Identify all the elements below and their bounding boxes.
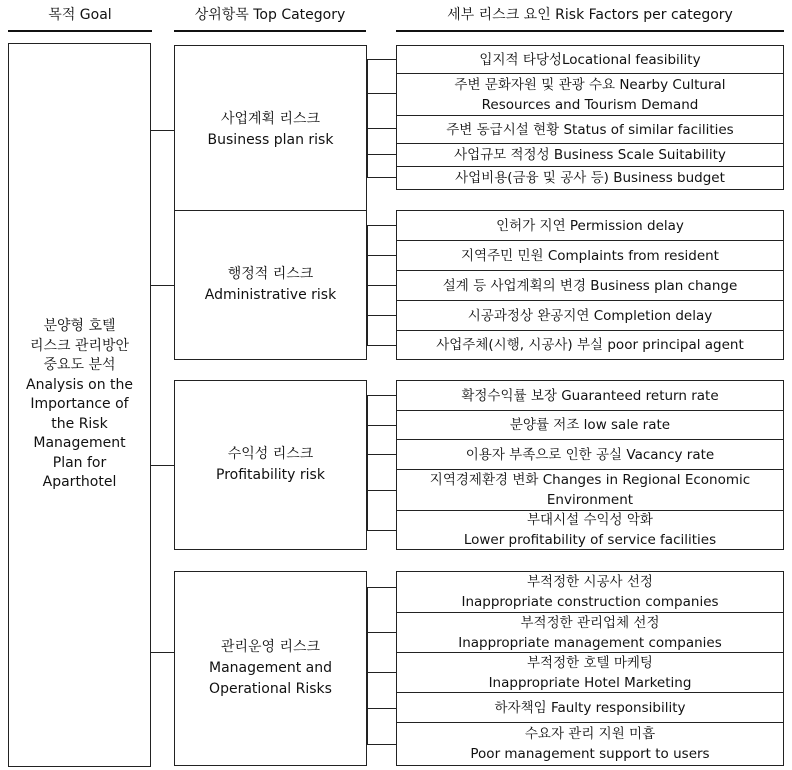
category-en: Management and — [208, 660, 332, 676]
category-ko: 관리운영 리스크 — [220, 639, 321, 655]
connector-branch — [367, 285, 396, 286]
connector-goal-cat3 — [151, 465, 175, 466]
category-en: Business plan risk — [207, 132, 334, 148]
goal-line: 리스크 관리방안 — [29, 337, 130, 354]
connector-branch — [367, 59, 396, 60]
header-underline-category — [174, 30, 366, 32]
category-business-plan — [174, 45, 367, 215]
connector-branch — [367, 177, 396, 178]
connector-branch — [367, 225, 396, 226]
risk-factor: 부대시설 수익성 악화 Lower profitability of service facilities — [396, 510, 784, 550]
connector-branch — [367, 490, 396, 491]
goal-line: Management — [33, 435, 126, 452]
header-factors: 세부 리스크 요인 Risk Factors per category — [447, 7, 733, 23]
connector-branch — [367, 345, 396, 346]
risk-factor: 시공과정상 완공지연 Completion delay — [396, 300, 784, 331]
connector-branch — [367, 395, 396, 396]
goal-line: 중요도 분석 — [43, 357, 116, 374]
risk-factor: 부적정한 시공사 선정 Inappropriate construction companies — [396, 571, 784, 613]
goal-line: Analysis on the — [26, 376, 133, 393]
connector-branch — [367, 255, 396, 256]
connector-cat1-factors — [367, 59, 368, 177]
goal-line: 분양형 호텔 — [43, 318, 116, 335]
connector-branch — [367, 425, 396, 426]
risk-factor: 사업주체(시행, 시공사) 부실 poor principal agent — [396, 330, 784, 360]
connector-branch — [367, 708, 396, 709]
risk-factor: 사업비용(금융 및 공사 등) Business budget — [396, 166, 784, 190]
connector-branch — [367, 744, 396, 745]
connector-branch — [367, 672, 396, 673]
risk-factor: 분양률 저조 low sale rate — [396, 410, 784, 440]
connector-branch — [367, 530, 396, 531]
risk-factor: 수요자 관리 지원 미흡 Poor management support to users — [396, 722, 784, 766]
risk-factor: 인허가 지연 Permission delay — [396, 210, 784, 241]
connector-branch — [367, 154, 396, 155]
risk-factor: 부적정한 관리업체 선정 Inappropriate management companies — [396, 612, 784, 653]
category-en-2: Operational Risks — [209, 681, 332, 697]
connector-branch — [367, 315, 396, 316]
category-ko: 사업계획 리스크 — [220, 111, 321, 127]
category-en: Administrative risk — [204, 287, 337, 303]
risk-factor: 확정수익률 보장 Guaranteed return rate — [396, 380, 784, 411]
connector-branch — [367, 454, 396, 455]
connector-goal-cat1 — [151, 130, 175, 131]
category-en: Profitability risk — [216, 467, 325, 483]
connector-branch — [367, 587, 396, 588]
risk-factor: 지역경제환경 변화 Changes in Regional Economic Environment — [396, 469, 784, 511]
category-ko: 수익성 리스크 — [227, 446, 314, 462]
risk-factor: 주변 동급시설 현황 Status of similar facilities — [396, 115, 784, 144]
goal-line: Aparthotel — [42, 474, 117, 491]
risk-factor: 지역주민 민원 Complaints from resident — [396, 240, 784, 271]
connector-goal-cat2 — [151, 285, 175, 286]
risk-factor: 사업규모 적정성 Business Scale Suitability — [396, 143, 784, 167]
connector-branch — [367, 632, 396, 633]
connector-cat4-factors — [367, 587, 368, 744]
risk-factor: 하자책임 Faulty responsibility — [396, 692, 784, 723]
goal-line: Plan for — [52, 454, 107, 471]
risk-factor: 주변 문화자원 및 관광 수요 Nearby Cultural Resources and Tourism Demand — [396, 73, 784, 116]
goal-line: the Risk — [51, 415, 108, 432]
risk-factor: 부적정한 호텔 마케팅 Inappropriate Hotel Marketing — [396, 652, 784, 693]
connector-cat3-factors — [367, 395, 368, 530]
category-administrative — [174, 210, 367, 360]
risk-factor: 설계 등 사업계획의 변경 Business plan change — [396, 270, 784, 301]
connector-branch — [367, 93, 396, 94]
connector-branch — [367, 128, 396, 129]
risk-factor: 이용자 부족으로 인한 공실 Vacancy rate — [396, 439, 784, 470]
goal-box — [8, 43, 151, 767]
header-goal: 목적 Goal — [48, 7, 112, 23]
category-management-operational — [174, 571, 367, 766]
goal-line: Importance of — [30, 396, 129, 413]
risk-factor: 입지적 타당성Locational feasibility — [396, 45, 784, 74]
header-category: 상위항목 Top Category — [194, 7, 346, 23]
header-underline-factors — [396, 30, 784, 32]
category-profitability — [174, 380, 367, 550]
header-underline-goal — [8, 30, 152, 32]
connector-goal-cat4 — [151, 652, 175, 653]
category-ko: 행정적 리스크 — [227, 266, 314, 282]
